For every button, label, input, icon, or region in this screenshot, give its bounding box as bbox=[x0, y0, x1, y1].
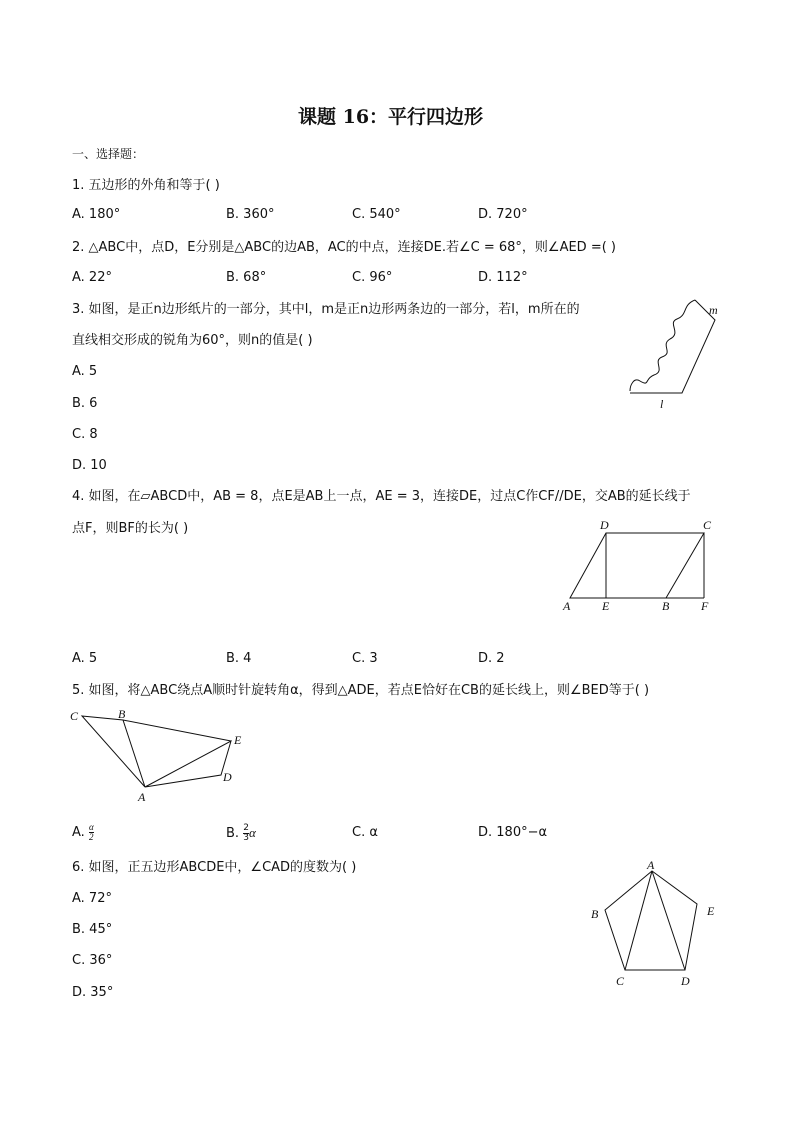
q6-pentagon-abcde bbox=[605, 871, 697, 970]
q4-parallelogram-abcd bbox=[570, 533, 704, 598]
q6-label-d: D bbox=[681, 974, 690, 988]
q5-option-c[interactable]: C. α bbox=[352, 825, 378, 840]
q5-option-a-numerator: α bbox=[88, 822, 94, 832]
q6-pentagon-figure bbox=[585, 858, 725, 993]
q5-label-d: D bbox=[223, 770, 232, 784]
q4-option-a[interactable]: A. 5 bbox=[72, 651, 98, 666]
q2-option-d[interactable]: D. 112° bbox=[478, 270, 528, 285]
q4-option-d[interactable]: D. 2 bbox=[478, 651, 505, 666]
q6-diagonal-ac bbox=[625, 871, 652, 970]
q5-triangle-abc bbox=[82, 716, 145, 787]
q6-label-e: E bbox=[707, 904, 715, 918]
q5-triangle-ade bbox=[145, 741, 231, 787]
q4-label-a: A bbox=[563, 599, 571, 613]
q6-label-c: C bbox=[616, 974, 625, 988]
q1-option-b[interactable]: B. 360° bbox=[226, 207, 275, 222]
q5-label-a: A bbox=[138, 790, 146, 804]
question-3-stem-line2: 直线相交形成的锐角为60°，则n的值是( ) bbox=[72, 333, 313, 348]
q4-option-b[interactable]: B. 4 bbox=[226, 651, 252, 666]
q5-rotation-figure bbox=[68, 705, 258, 805]
q4-label-f: F bbox=[701, 599, 709, 613]
question-3-stem-line1: 3. 如图，是正n边形纸片的一部分，其中l，m是正n边形两条边的一部分，若l，m所在的 bbox=[72, 302, 580, 317]
q3-option-b[interactable]: B. 6 bbox=[72, 396, 98, 411]
q4-label-e: E bbox=[602, 599, 610, 613]
section-heading: 一、选择题： bbox=[72, 147, 145, 161]
q4-option-c[interactable]: C. 3 bbox=[352, 651, 378, 666]
q5-option-d[interactable]: D. 180°−α bbox=[478, 825, 548, 840]
q3-label-l: l bbox=[660, 397, 664, 411]
page-title: 课题 16：平行四边形 bbox=[298, 106, 484, 128]
q3-option-c[interactable]: C. 8 bbox=[72, 427, 98, 442]
q6-option-b[interactable]: B. 45° bbox=[72, 922, 113, 937]
question-4-stem-line1: 4. 如图，在▱ABCD中，AB = 8，点E是AB上一点，AE = 3，连接DE，过点C作CF//DE，交AB的延长线于 bbox=[72, 489, 691, 504]
q6-option-c[interactable]: C. 36° bbox=[72, 953, 113, 968]
q3-polygon-fragment-figure bbox=[620, 295, 730, 415]
question-5-stem: 5. 如图，将△ABC绕点A顺时针旋转角α，得到△ADE，若点E恰好在CB的延长线上，则∠BED等于( ) bbox=[72, 683, 650, 698]
q3-label-m: m bbox=[709, 303, 718, 317]
q2-option-a[interactable]: A. 22° bbox=[72, 270, 112, 285]
q5-option-a-letter: A. bbox=[72, 825, 85, 840]
question-2-stem: 2. △ABC中，点D，E分别是△ABC的边AB，AC的中点，连接DE.若∠C = 68°，则∠AED =( ) bbox=[72, 240, 616, 255]
q5-option-a-denominator: 2 bbox=[89, 832, 94, 842]
q2-option-c[interactable]: C. 96° bbox=[352, 270, 393, 285]
q6-option-a[interactable]: A. 72° bbox=[72, 891, 112, 906]
q4-parallelogram-figure bbox=[560, 515, 720, 615]
q5-option-b-numerator: 2 bbox=[243, 823, 249, 833]
q6-diagonal-ad bbox=[652, 871, 685, 970]
q3-polygon-edges bbox=[630, 300, 715, 393]
q5-segment-be bbox=[123, 720, 231, 741]
q1-option-a[interactable]: A. 180° bbox=[72, 207, 121, 222]
q4-label-d: D bbox=[600, 518, 609, 532]
q5-option-a[interactable] bbox=[72, 822, 94, 844]
question-4-stem-line2: 点F，则BF的长为( ) bbox=[72, 521, 189, 536]
q5-option-b-letter: B. bbox=[226, 826, 240, 841]
q1-option-c[interactable]: C. 540° bbox=[352, 207, 401, 222]
q2-option-b[interactable]: B. 68° bbox=[226, 270, 267, 285]
q4-label-b: B bbox=[662, 599, 670, 613]
q6-label-a: A bbox=[647, 858, 655, 872]
q5-label-e: E bbox=[234, 733, 242, 747]
q1-option-d[interactable]: D. 720° bbox=[478, 207, 528, 222]
q4-label-c: C bbox=[703, 518, 712, 532]
q5-option-b[interactable] bbox=[226, 822, 256, 845]
q6-label-b: B bbox=[591, 907, 599, 921]
q3-option-a[interactable]: A. 5 bbox=[72, 364, 98, 379]
question-6-stem: 6. 如图，正五边形ABCDE中，∠CAD的度数为( ) bbox=[72, 860, 357, 875]
q3-option-d[interactable]: D. 10 bbox=[72, 458, 107, 473]
q5-option-b-denominator: 3 bbox=[243, 833, 249, 843]
q5-label-b: B bbox=[118, 707, 126, 721]
q5-option-a-fraction bbox=[89, 823, 94, 842]
q5-option-b-alpha: α bbox=[248, 825, 256, 840]
question-1-stem: 1. 五边形的外角和等于( ) bbox=[72, 178, 220, 193]
q3-torn-edge bbox=[630, 300, 695, 391]
q5-label-c: C bbox=[70, 709, 79, 723]
q6-option-d[interactable]: D. 35° bbox=[72, 985, 114, 1000]
